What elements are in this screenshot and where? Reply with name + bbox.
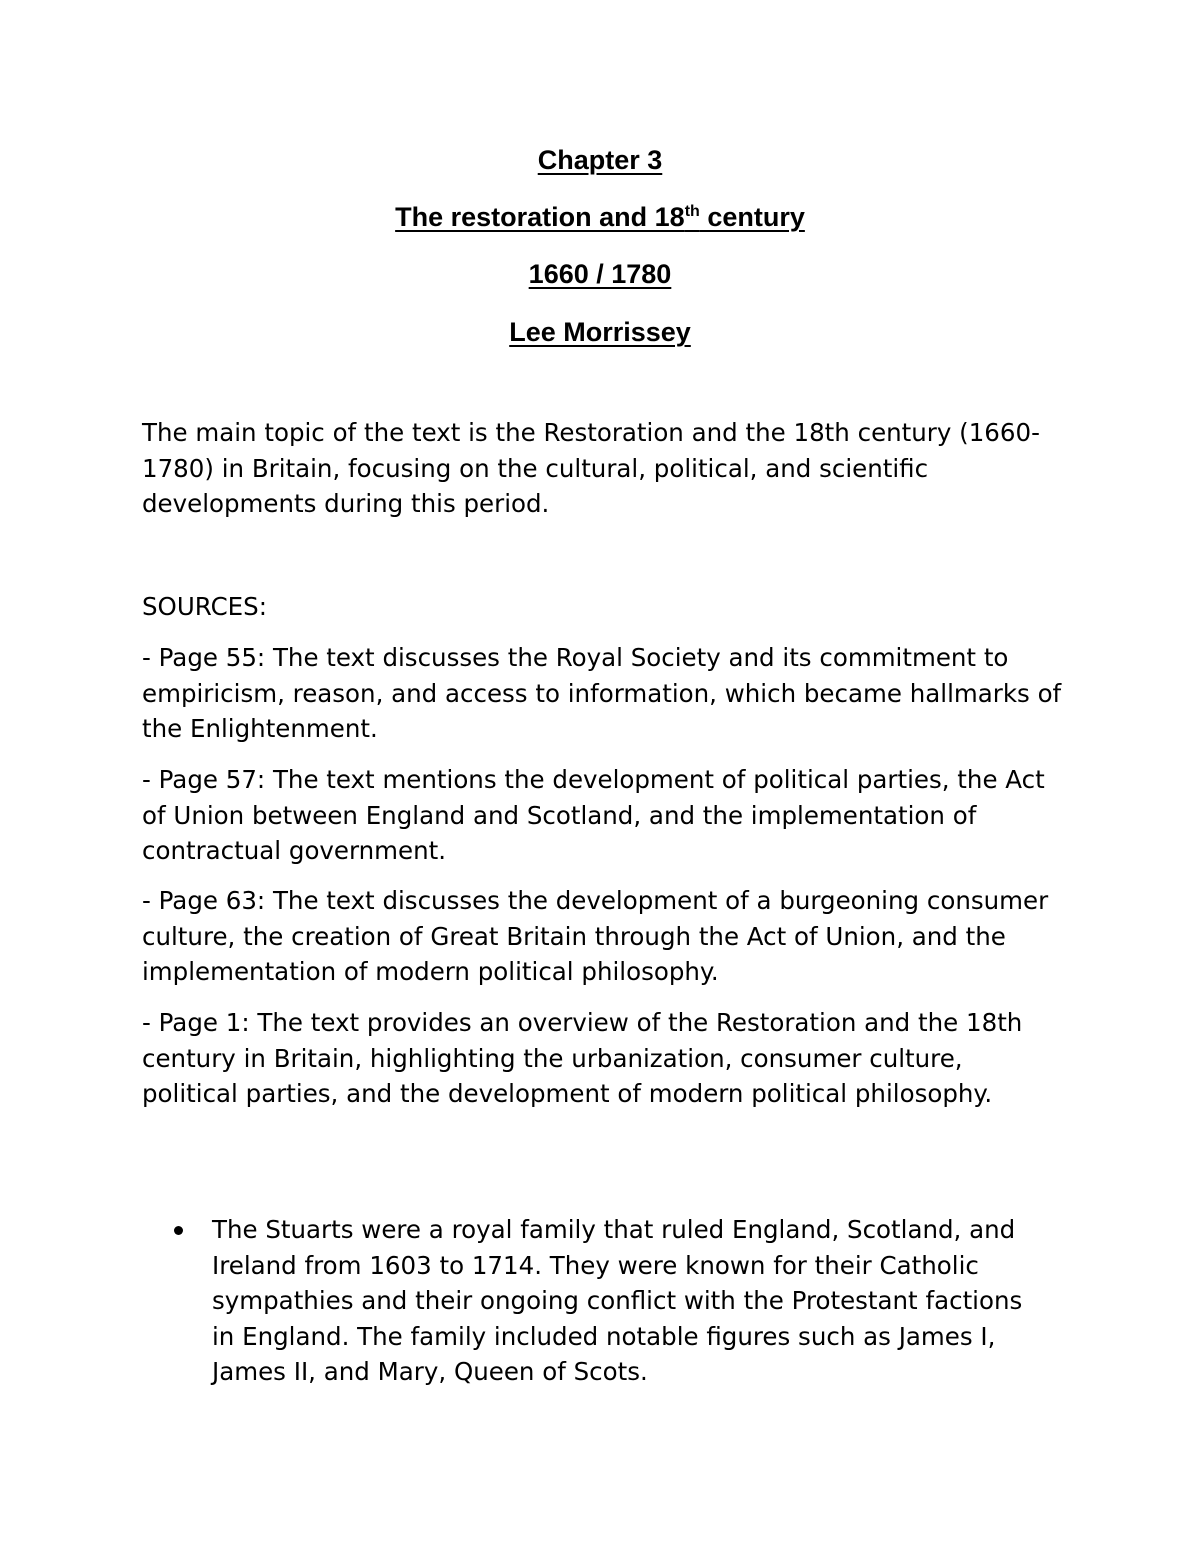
chapter-title bbox=[0, 200, 1200, 234]
bullet-dot-icon bbox=[174, 1226, 183, 1235]
source-item: - Page 57: The text mentions the development of political parties, the Act of Union between England and Scotland, and the implementation of contractual government. bbox=[142, 765, 1045, 865]
source-item: - Page 1: The text provides an overview of the Restoration and the 18th century in Britain, highlighting the urbanization, consumer culture, political parties, and the development of modern political philosophy. bbox=[142, 1008, 1023, 1108]
bullet-list bbox=[212, 1212, 1052, 1390]
chapter-title-superscript: th bbox=[684, 203, 700, 220]
summary-paragraph: The main topic of the text is the Restoration and the 18th century (1660-1780) in Britain, focusing on the cultural, political, and scientific developments during this period. bbox=[142, 418, 1040, 518]
sources-label: SOURCES: bbox=[142, 592, 267, 621]
bullet-item bbox=[212, 1212, 1052, 1390]
chapter-years: 1660 / 1780 bbox=[528, 259, 672, 289]
source-item: - Page 63: The text discusses the development of a burgeoning consumer culture, the creation of Great Britain through the Act of Union, and the implementation of modern political philosophy. bbox=[142, 886, 1049, 986]
chapter-title-main: The restoration and 18 bbox=[395, 202, 685, 232]
bullet-text: The Stuarts were a royal family that ruled England, Scotland, and Ireland from 1603 to 1714. They were known for their Catholic sympathies and their ongoing conflict with the Protestant factions in England. The family included notable figures such as James I, James II, and Mary, Queen of Scots. bbox=[212, 1215, 1023, 1386]
chapter-heading: Chapter 3 bbox=[537, 145, 663, 175]
author-name: Lee Morrissey bbox=[509, 317, 691, 347]
source-item: - Page 55: The text discusses the Royal Society and its commitment to empiricism, reason, and access to information, which became hallmarks of the Enlightenment. bbox=[142, 643, 1062, 743]
chapter-title-end: century bbox=[699, 202, 805, 232]
